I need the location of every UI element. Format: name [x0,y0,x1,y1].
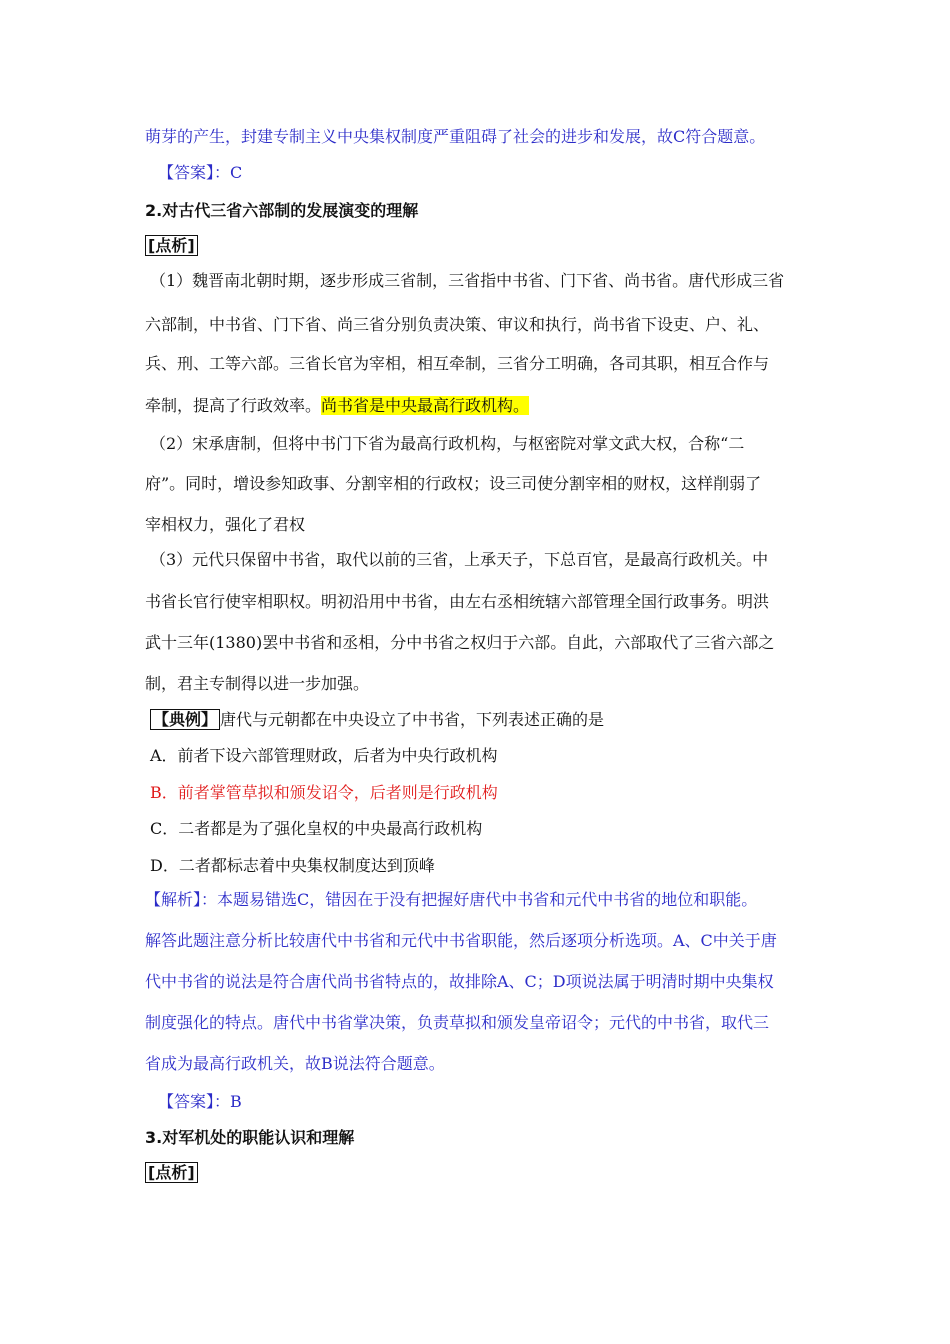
p3-line: 制，君主专制得以进一步加强。 [145,674,370,693]
intro-line: 萌芽的产生，封建专制主义中央集权制度严重阻碍了社会的进步和发展，故C符合题意。 [145,127,766,146]
section-heading-3: 3.对军机处的职能认识和理解 [145,1128,355,1147]
p2-line: 宰相权力，强化了君权 [145,515,306,534]
analysis-line: 制度强化的特点。唐代中书省掌决策，负责草拟和颁发皇帝诏令；元代的中书省，取代三 [145,1013,770,1032]
analysis-line: 解答此题注意分析比较唐代中书省和元代中书省职能，然后逐项分析选项。A、C中关于唐 [145,931,777,950]
option-a: A．前者下设六部管理财政，后者为中央行政机构 [150,746,498,765]
p3-line: 武十三年(1380)罢中书省和丞相，分中书省之权归于六部。自此，六部取代了三省六部之 [145,633,775,652]
p1-line: 兵、刑、工等六部。三省长官为宰相，相互牵制，三省分工明确，各司其职，相互合作与 [145,354,770,373]
section-heading-2: 2.对古代三省六部制的发展演变的理解 [145,201,419,220]
analysis-line: 【解析】：本题易错选C，错因在于没有把握好唐代中书省和元代中书省的地位和职能。 [145,890,758,909]
p1-line: （1）魏晋南北朝时期，逐步形成三省制，三省指中书省、门下省、尚书省。唐代形成三省 [150,271,785,290]
answer-2: 【答案】：B [158,1092,242,1111]
option-c: C．二者都是为了强化皇权的中央最高行政机构 [150,819,483,838]
example-line [150,710,604,730]
option-b: B．前者掌管草拟和颁发诏令，后者则是行政机构 [150,783,498,802]
p3-line: （3）元代只保留中书省，取代以前的三省，上承天子，下总百官，是最高行政机关。中 [150,550,769,569]
p1-line: 六部制，中书省、门下省、尚三省分别负责决策、审议和执行，尚书省下设吏、户、礼、 [145,315,770,334]
dianxi-tag: [点析] [145,236,198,256]
option-d: D．二者都标志着中央集权制度达到顶峰 [150,856,435,875]
answer-1: 【答案】：C [158,163,243,182]
highlight-text: 尚书省是中央最高行政机构。 [321,396,530,415]
analysis-line: 省成为最高行政机关，故B说法符合题意。 [145,1054,445,1073]
p3-line: 书省长官行使宰相职权。明初沿用中书省，由左右丞相统辖六部管理全国行政事务。明洪 [145,592,770,611]
analysis-line: 代中书省的说法是符合唐代尚书省特点的，故排除A、C；D项说法属于明清时期中央集权 [145,972,774,991]
p2-line: （2）宋承唐制，但将中书门下省为最高行政机构，与枢密院对掌文武大权，合称“二 [150,434,745,453]
example-question: 唐代与元朝都在中央设立了中书省，下列表述正确的是 [220,710,605,729]
p1-line: 牵制，提高了行政效率。尚书省是中央最高行政机构。 [145,396,530,415]
dianxi-tag: [点析] [145,1163,198,1183]
p2-line: 府”。同时，增设参知政事、分割宰相的行政权；设三司使分割宰相的财权，这样削弱了 [145,474,762,493]
example-tag: 【典例】 [150,709,220,730]
